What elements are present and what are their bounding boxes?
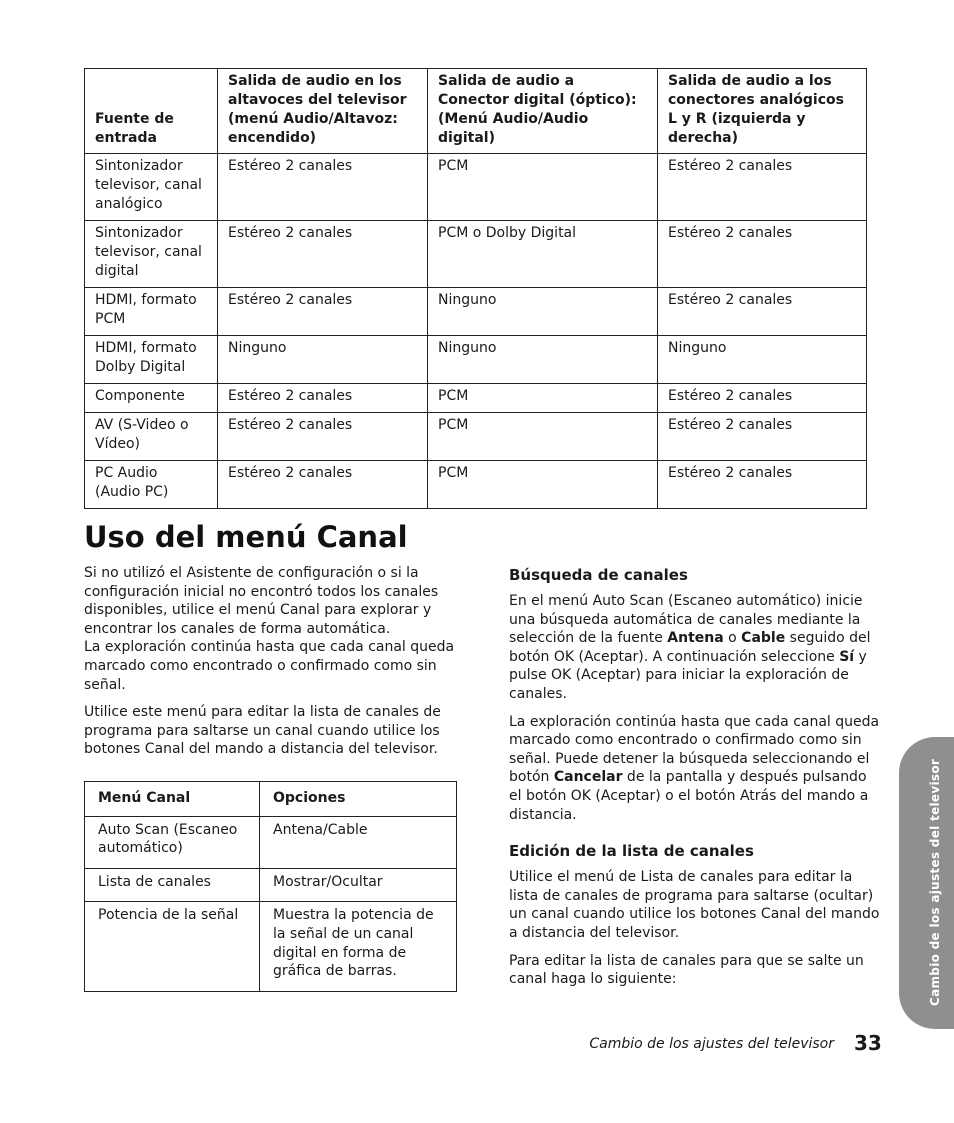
header-channel-menu: Menú Canal: [85, 782, 260, 817]
table-row: [85, 336, 867, 384]
bold-cable: Cable: [741, 630, 786, 647]
table-cell: Estéreo 2 canales: [658, 154, 867, 221]
audio-output-table: [84, 68, 867, 509]
table-cell: Estéreo 2 canales: [218, 154, 428, 221]
side-chapter-tab: [899, 737, 954, 1029]
table-cell: Estéreo 2 canales: [658, 384, 867, 413]
heading-edit-channel-list: Edición de la lista de canales: [509, 842, 754, 861]
intro-paragraph: [84, 564, 456, 694]
text-run: de la pantalla y después pulsando el botón OK (Aceptar) o el botón Atrás del mando a distancia.: [509, 769, 869, 823]
table-cell: Mostrar/Ocultar: [260, 868, 457, 902]
table-row: [85, 816, 457, 868]
header-analog-lr: Salida de audio a los conectores analógicos L y R (izquierda y derecha): [658, 69, 867, 154]
edit-steps-paragraph: Para editar la lista de canales para que se salte un canal haga lo siguiente:: [509, 952, 864, 988]
section-title: Uso del menú Canal: [84, 520, 408, 554]
table-cell: Estéreo 2 canales: [658, 221, 867, 288]
header-options: Opciones: [260, 782, 457, 817]
table-cell: Antena/Cable: [260, 816, 457, 868]
table-cell: Ninguno: [218, 336, 428, 384]
table-cell: Estéreo 2 canales: [658, 288, 867, 336]
scan-continue-paragraph: [509, 713, 881, 825]
table-cell: Muestra la potencia de la señal de un canal digital en forma de gráfica de barras.: [260, 902, 457, 991]
table-cell: HDMI, formato PCM: [85, 288, 218, 336]
table-cell: Componente: [85, 384, 218, 413]
table-cell: Ninguno: [428, 336, 658, 384]
table-cell: Estéreo 2 canales: [658, 461, 867, 509]
table-cell: Ninguno: [428, 288, 658, 336]
table-cell: Estéreo 2 canales: [658, 413, 867, 461]
table-cell: Auto Scan (Escaneo automático): [85, 816, 260, 868]
table-cell: PCM: [428, 413, 658, 461]
table-cell: PC Audio (Audio PC): [85, 461, 218, 509]
table-row: [85, 384, 867, 413]
table-row: [85, 413, 867, 461]
bold-si: Sí: [839, 648, 855, 665]
table-cell: Estéreo 2 canales: [218, 288, 428, 336]
header-tv-speakers: Salida de audio en los altavoces del televisor (menú Audio/Altavoz: encendido): [218, 69, 428, 154]
edit-list-paragraph: Utilice el menú de Lista de canales para editar la lista de canales de programa para saltarse (ocultar) un canal cuando utilice los botones Canal del mando a distancia del televisor.: [509, 869, 880, 941]
table-header-row: [85, 782, 457, 817]
footer-chapter-title: Cambio de los ajustes del televisor: [589, 1036, 834, 1052]
bold-cancelar: Cancelar: [553, 769, 623, 786]
header-input-source: Fuente de entrada: [85, 69, 218, 154]
table-cell: PCM: [428, 384, 658, 413]
table-row: [85, 154, 867, 221]
table-row: [85, 461, 867, 509]
text-run: o: [723, 630, 742, 647]
right-column: [509, 566, 881, 998]
table-cell: Sintonizador televisor, canal analógico: [85, 154, 218, 221]
intro-text: Si no utilizó el Asistente de configuración o si la configuración inicial no encontró todos los canales disponibles, utilice el menú Canal para explorar y encontrar los canales de forma automática.: [84, 565, 439, 637]
left-column: [84, 564, 456, 768]
side-tab-label: Cambio de los ajustes del televisor: [928, 758, 942, 1006]
table-cell: Potencia de la señal: [85, 902, 260, 991]
table-row: [85, 902, 457, 991]
channel-menu-table: [84, 781, 457, 992]
intro-text-continued: La exploración continúa hasta que cada canal queda marcado como encontrado o confirmado como sin señal.: [84, 639, 455, 693]
table-cell: PCM: [428, 154, 658, 221]
table-row: [85, 868, 457, 902]
header-digital-optical: Salida de audio a Conector digital (óptico): (Menú Audio/Audio digital): [428, 69, 658, 154]
table-cell: Estéreo 2 canales: [218, 221, 428, 288]
table-cell: AV (S-Video o Vídeo): [85, 413, 218, 461]
table-cell: HDMI, formato Dolby Digital: [85, 336, 218, 384]
channel-search-paragraph: [509, 592, 881, 704]
heading-channel-search: Búsqueda de canales: [509, 566, 688, 584]
table-cell: Lista de canales: [85, 868, 260, 902]
table-cell: Estéreo 2 canales: [218, 384, 428, 413]
table-cell: PCM o Dolby Digital: [428, 221, 658, 288]
table-cell: Estéreo 2 canales: [218, 413, 428, 461]
table-cell: Estéreo 2 canales: [218, 461, 428, 509]
text-run: La exploración continúa hasta que cada canal queda marcado como encontrado o confirmado como sin señal. Puede detener la búsqueda seleccionando el botón: [509, 713, 880, 786]
table-cell: PCM: [428, 461, 658, 509]
page-number: 33: [854, 1031, 882, 1055]
usage-paragraph: Utilice este menú para editar la lista de canales de programa para saltarse un canal cuando utilice los botones Canal del mando a distancia del televisor.: [84, 704, 441, 758]
text-run: y pulse OK (Aceptar) para iniciar la exploración de canales.: [509, 648, 867, 702]
table-header-row: [85, 69, 867, 154]
table-cell: Sintonizador televisor, canal digital: [85, 221, 218, 288]
text-run: En el menú Auto Scan (Escaneo automático) inicie una búsqueda automática de canales mediante la selección de la fuente: [509, 593, 863, 647]
bold-antena: Antena: [667, 630, 724, 647]
table-row: [85, 288, 867, 336]
table-row: [85, 221, 867, 288]
table-cell: Ninguno: [658, 336, 867, 384]
text-run: seguido del botón OK (Aceptar). A continuación seleccione: [509, 630, 871, 665]
